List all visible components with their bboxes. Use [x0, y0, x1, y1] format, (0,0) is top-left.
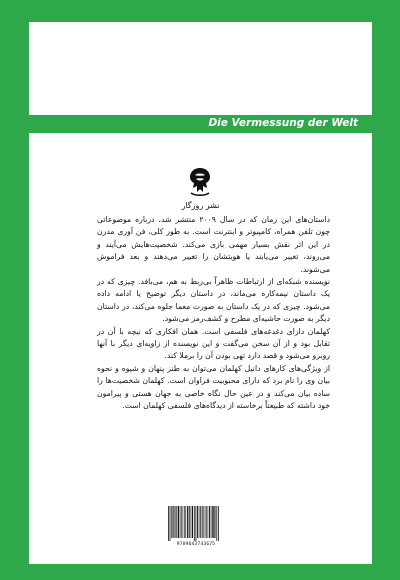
barcode-bar	[197, 506, 198, 538]
barcode-bar	[206, 506, 207, 538]
barcode	[166, 505, 226, 549]
book-title: Die Vermessung der Welt	[208, 117, 358, 129]
cover-panel	[29, 22, 372, 564]
publisher-name: نشر روزگار	[181, 201, 220, 210]
barcode-bar	[171, 506, 172, 538]
barcode-bar	[202, 506, 203, 538]
barcode-bar	[192, 506, 193, 538]
barcode-bar	[173, 506, 174, 538]
blurb-paragraph: نویسنده شبکه‌ای از ارتباطات ظاهراً بی‌ربط به هم، می‌بافد. چیزی که در یک داستان نیمه‌کاره می‌ماند، در داستان دیگر توضیح یا ادامه داده می‌شود. چیزی که در یک داستان به صورت معما جلوه می‌کند، در داستان دیگر به صورت حاشیه‌ای مطرح و کشف‌رمز می‌شود.	[97, 277, 330, 324]
barcode-bar	[211, 506, 212, 538]
title-band	[29, 115, 372, 132]
barcode-bar	[185, 506, 186, 538]
barcode-bars	[166, 505, 226, 541]
barcode-bar	[212, 506, 213, 538]
barcode-bar	[176, 506, 177, 538]
barcode-bar	[178, 506, 179, 538]
isbn-number: 9789643743675	[176, 542, 216, 547]
barcode-bar	[180, 506, 181, 538]
barcode-bar	[208, 506, 209, 538]
barcode-bar	[204, 506, 205, 538]
barcode-bar	[209, 506, 210, 538]
blurb-paragraph: از ویژگی‌های کارهای دانیل کهلمان می‌توان به طنز پنهان و شیوه و نحوه بیان وی را نام برد که دارای محبوبیت فراوان است. کهلمان شخصیت‌ها را ساده بیان می‌کند و در عین حال نگاه خاصی به جهان هستی و پیرامون خود داشته که طبیعتاً برخاسته از دیدگاه‌های فلسفی کهلمان است.	[97, 363, 330, 411]
barcode-bar	[218, 506, 219, 541]
title-rule	[29, 132, 372, 133]
barcode-bar	[196, 506, 197, 541]
barcode-bar	[199, 506, 200, 538]
barcode-bar	[181, 506, 182, 538]
barcode-bar	[175, 506, 176, 538]
barcode-bar	[205, 506, 206, 538]
barcode-bar	[187, 506, 188, 538]
barcode-bar	[200, 506, 201, 538]
publisher-emblem-icon	[185, 166, 215, 198]
barcode-bar	[194, 506, 195, 541]
blurb-paragraph: کهلمان دارای دغدغه‌های فلسفی است. همان افکاری که نیچه با آن در تقابل بود و از آن سخن می‌گفت و این نویسنده از زاویه‌ای دیگر با آنها روبرو می‌شود و قصد دارد تهی بودن آن را برملا کند.	[97, 326, 330, 361]
barcode-bar	[216, 506, 217, 541]
barcode-bar	[170, 506, 171, 541]
blurb-paragraph: داستان‌های این رمان که در سال ۲۰۰۹ منتشر شد، درباره موضوعاتی چون تلفن همراه، کامپیوتر و اینترنت است. به طور کلی، فن آوری مدرن در این اثر نقش بسیار مهمی بازی می‌کند. شخصیت‌هایش می‌آیند و می‌روند، تغییر می‌یابند یا هویتشان را تغییر می‌دهند و بعد فراموش می‌شوند.	[97, 215, 330, 274]
barcode-bar	[183, 506, 184, 538]
barcode-bar	[184, 506, 185, 538]
blurb-text	[97, 214, 330, 413]
barcode-bar	[214, 506, 215, 538]
barcode-bar	[191, 506, 192, 538]
barcode-bar	[168, 506, 169, 541]
barcode-bar	[189, 506, 190, 538]
